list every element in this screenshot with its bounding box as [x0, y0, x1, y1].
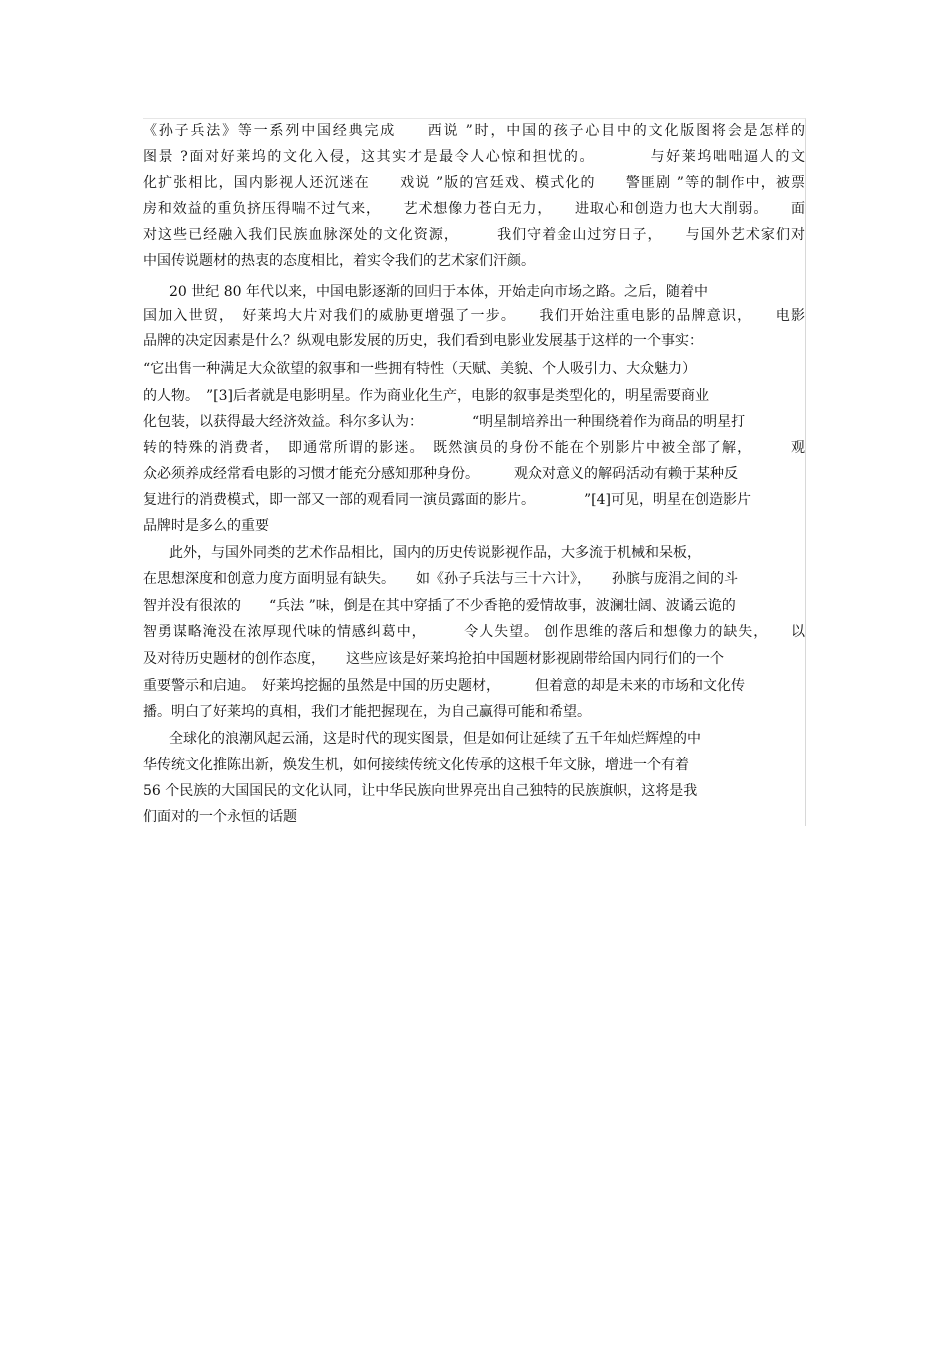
- paragraph-3-line-6: 重要警示和启迪。 好莱坞挖掘的虽然是中国的历史题材， 但着意的却是未来的市场和文化传: [143, 678, 745, 694]
- paragraph-2-line-5: 的人物。 ”[3]后者就是电影明星。作为商业化生产，电影的叙事是类型化的，明星需要商业: [143, 388, 709, 404]
- paragraph-4-line-2: 华传统文化推陈出新，焕发生机，如何接续传统文化传承的这根千年文脉，增进一个有着: [143, 757, 689, 773]
- paragraph-1-line-2: 图景 ?面对好莱坞的文化入侵，这其实才是最令人心惊和担忧的。 与好莱坞咄咄逼人的文: [143, 149, 805, 165]
- paragraph-2-line-4: “它出售一种满足大众欲望的叙事和一些拥有特性（天赋、美貌、个人吸引力、大众魅力）: [143, 361, 697, 377]
- paragraph-4-line-3: 56 个民族的大国国民的文化认同，让中华民族向世界亮出自己独特的民族旗帜，这将是我: [143, 783, 698, 799]
- paragraph-2-line-2: 国加入世贸， 好莱坞大片对我们的威胁更增强了一步。 我们开始注重电影的品牌意识， 电影: [143, 308, 805, 324]
- paragraph-3-line-7: 播。明白了好莱坞的真相，我们才能把握现在，为自己赢得可能和希望。: [143, 704, 591, 720]
- paragraph-2-line-8: 众必须养成经常看电影的习惯才能充分感知那种身份。 观众对意义的解码活动有赖于某种反: [143, 466, 738, 482]
- paragraph-2-line-7: 转的特殊的消费者， 即通常所谓的影迷。 既然演员的身份不能在个别影片中被全部了解， 观: [143, 440, 805, 456]
- article-body: [143, 118, 806, 826]
- paragraph-1-line-3: 化扩张相比，国内影视人还沉迷在 戏说 ”版的宫廷戏、模式化的 警匪剧 ”等的制作中，被票: [143, 175, 805, 191]
- paragraph-4-line-4: 们面对的一个永恒的话题: [143, 809, 297, 825]
- paragraph-3-line-4: 智勇谋略淹没在浓厚现代味的情感纠葛中， 令人失望。 创作思维的落后和想像力的缺失， 以: [143, 624, 805, 640]
- paragraph-2-line-1: 20 世纪 80 年代以来，中国电影逐渐的回归于本体，开始走向市场之路。之后，随着中: [169, 284, 708, 300]
- paragraph-3-line-3: 智并没有很浓的 “兵法 ”味，倒是在其中穿插了不少香艳的爱情故事，波澜壮阔、波谲云诡的: [143, 598, 736, 614]
- paragraph-2-line-10: 品牌时是多么的重要: [143, 518, 269, 534]
- paragraph-2-line-3: 品牌的决定因素是什么？纵观电影发展的历史，我们看到电影业发展基于这样的一个事实：: [143, 333, 703, 349]
- paragraph-4-line-1: 全球化的浪潮风起云涌，这是时代的现实图景，但是如何让延续了五千年灿烂辉煌的中: [169, 731, 701, 747]
- paragraph-2-line-6: 化包装，以获得最大经济效益。科尔多认为： “明星制培养出一种围绕着作为商品的明星打: [143, 414, 746, 430]
- paragraph-3-line-1: 此外，与国外同类的艺术作品相比，国内的历史传说影视作品，大多流于机械和呆板，: [169, 545, 701, 561]
- paragraph-1-line-5: 对这些已经融入我们民族血脉深处的文化资源， 我们守着金山过穷日子， 与国外艺术家们对: [143, 227, 805, 243]
- paragraph-3-line-5: 及对待历史题材的创作态度， 这些应该是好莱坞抢拍中国题材影视剧带给国内同行们的一个: [143, 651, 724, 667]
- paragraph-1-line-1: 《孙子兵法》等一系列中国经典完成 西说 ”时，中国的孩子心目中的文化版图将会是怎样的: [143, 123, 805, 139]
- paragraph-2-line-9: 复进行的消费模式，即一部又一部的观看同一演员露面的影片。 ”[4]可见，明星在创造影片: [143, 492, 751, 508]
- paragraph-3-line-2: 在思想深度和创意力度方面明显有缺失。 如《孙子兵法与三十六计》， 孙膑与庞涓之间的斗: [143, 571, 738, 587]
- paragraph-1-line-6: 中国传说题材的热衷的态度相比，着实令我们的艺术家们汗颜。: [143, 253, 535, 269]
- paragraph-1-line-4: 房和效益的重负挤压得喘不过气来， 艺术想像力苍白无力， 进取心和创造力也大大削弱。 面: [143, 201, 805, 217]
